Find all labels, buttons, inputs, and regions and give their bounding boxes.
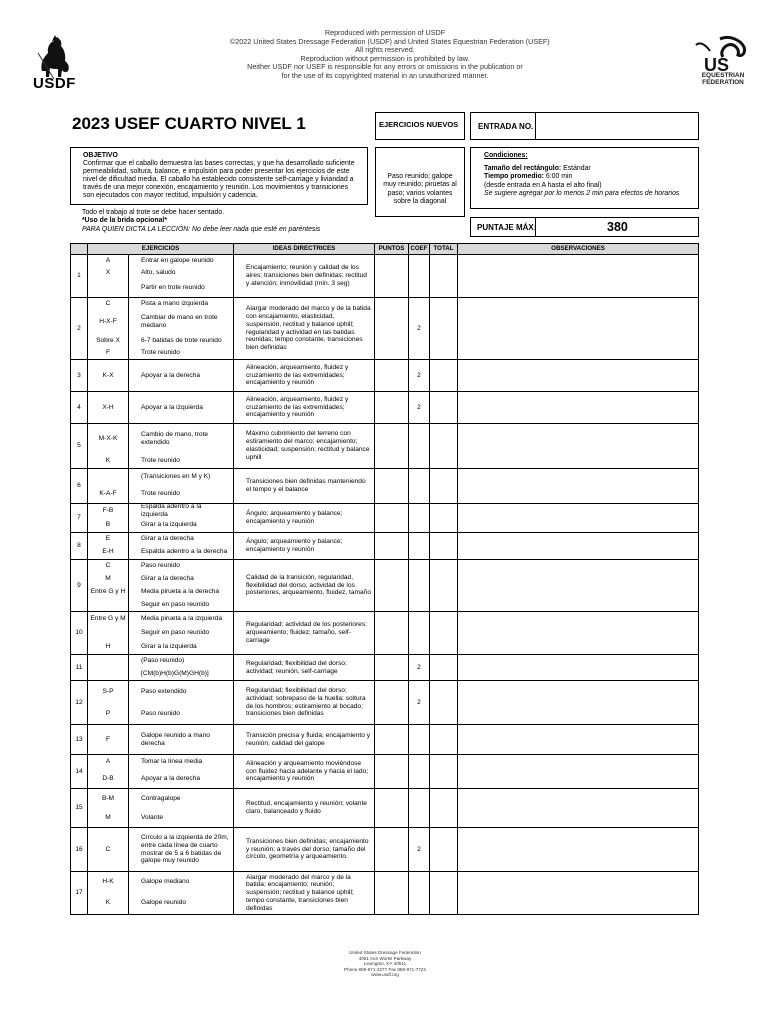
movement-exercises-cell: [129, 255, 234, 298]
movement-number: 1: [71, 255, 88, 298]
movement-exercises-cell: [129, 298, 234, 360]
movement-letter: A: [105, 758, 111, 766]
movement-exercises-cell: [129, 360, 234, 392]
points-field[interactable]: [375, 424, 409, 469]
movement-letter: M: [105, 813, 111, 821]
movement-exercise: Seguir en paso reunido: [141, 600, 210, 608]
movement-letter: Entre G y M: [90, 615, 126, 623]
directive-ideas: Transiciones bien definidas manteniendo el tempo y el balance: [234, 469, 375, 504]
conditions-label: Condiciones:: [484, 152, 528, 159]
coefficient: [409, 755, 430, 789]
movement-exercise: Seguir en paso reunido: [141, 629, 210, 637]
movement-number: 12: [71, 681, 88, 725]
usef-sub-line: FEDERATION: [702, 79, 744, 86]
movement-letter: F: [105, 735, 111, 743]
movement-letter: B-M: [101, 794, 115, 802]
new-movements-label: EJERCICIOS NUEVOS: [375, 112, 465, 140]
movement-letter: F-B: [102, 507, 114, 515]
table-row: [71, 655, 699, 681]
points-field[interactable]: [375, 360, 409, 392]
footer-line: Lexington, KY 40511: [363, 961, 407, 967]
directive-ideas: Alargar moderado del marco y de la batida; encajamiento; reunión; suspensión; rectitud y balance uphill; tempo constante, transiciones bien definidas: [234, 872, 375, 915]
coefficient: [409, 560, 430, 612]
table-row: [71, 255, 699, 298]
max-score-box: [470, 217, 699, 237]
directive-ideas: Ángulo; arqueamiento y balance; encajamiento y reunión: [234, 533, 375, 560]
note-bridle: *Uso de la brida opcional*: [82, 217, 168, 225]
points-field[interactable]: [375, 560, 409, 612]
total-field[interactable]: [430, 725, 458, 755]
movement-letter: E-H: [102, 548, 114, 556]
time-note: (desde entrada en A hasta el alto final): [484, 181, 602, 189]
table-row: [71, 755, 699, 789]
remarks-field[interactable]: [458, 655, 699, 681]
points-field[interactable]: [375, 392, 409, 424]
coefficient: 2: [409, 298, 430, 360]
remarks-field[interactable]: [458, 828, 699, 872]
movement-letter: M: [105, 574, 111, 582]
copyright-line: Reproduced with permission of USDF: [324, 28, 446, 37]
total-field[interactable]: [430, 872, 458, 915]
movement-number: 17: [71, 872, 88, 915]
remarks-field[interactable]: [458, 469, 699, 504]
movement-letters-cell: [88, 255, 129, 298]
movement-exercise: Paso extendido: [141, 688, 187, 696]
remarks-field[interactable]: [458, 424, 699, 469]
points-field[interactable]: [375, 872, 409, 915]
movement-number: 14: [71, 755, 88, 789]
table-row: [71, 392, 699, 424]
movement-exercises-cell: [129, 655, 234, 681]
note-sitting-trot: Todo el trabajo al trote se debe hacer sentado.: [82, 209, 225, 216]
table-row: [71, 469, 699, 504]
movement-exercises-cell: [129, 681, 234, 725]
copyright-notice: [230, 28, 550, 81]
directive-ideas: Rectitud, encajamiento y reunión; volante claro, balanceado y fluido: [234, 789, 375, 828]
directive-ideas: Transición precisa y fluida; encajamiento y reunión; calidad del galope: [234, 725, 375, 755]
total-field[interactable]: [430, 392, 458, 424]
movement-exercise: Entrar en galope reunido: [141, 257, 214, 265]
points-field[interactable]: [375, 612, 409, 655]
total-field[interactable]: [430, 298, 458, 360]
movement-exercise: Girar a la izquierda: [141, 521, 197, 529]
total-field[interactable]: [430, 789, 458, 828]
movement-exercises-cell: [129, 469, 234, 504]
movement-exercises-cell: [129, 560, 234, 612]
table-row: [71, 504, 699, 533]
points-field[interactable]: [375, 655, 409, 681]
remarks-field[interactable]: [458, 755, 699, 789]
remarks-field[interactable]: [458, 725, 699, 755]
movement-exercise: Contragalope: [141, 794, 181, 802]
movement-letters-cell: [88, 504, 129, 533]
movement-exercises-cell: [129, 789, 234, 828]
movement-letters-cell: [88, 655, 129, 681]
directive-ideas: Ángulo; arqueamiento y balance; encajamiento y reunión: [234, 504, 375, 533]
movement-letter: P: [105, 709, 111, 717]
points-field[interactable]: [375, 533, 409, 560]
movement-letters-cell: [88, 360, 129, 392]
coefficient: 2: [409, 828, 430, 872]
movement-letter: D-B: [102, 774, 114, 782]
movement-letter: [88, 655, 128, 667]
movement-exercise: Media pirueta a la derecha: [141, 587, 220, 595]
entry-number-field[interactable]: [535, 113, 536, 139]
arena-value: Estándar: [563, 165, 591, 173]
directive-ideas: Alargar moderado del marco y de la batida con encajamiento, elasticidad, suspensión, rectitud y balance uphill; regularidad y actividad en las batidas reunidas; tempo constante, transiciones bien definidas: [234, 298, 375, 360]
movement-exercises-cell: [129, 392, 234, 424]
movement-letters-cell: [88, 612, 129, 655]
movement-letter: K: [105, 457, 111, 465]
movement-letter: [88, 469, 128, 485]
movement-letter: E: [105, 535, 111, 543]
points-field[interactable]: [375, 755, 409, 789]
table-row: [71, 298, 699, 360]
points-field[interactable]: [375, 469, 409, 504]
coefficient: [409, 872, 430, 915]
movement-letter: F: [105, 349, 111, 357]
movement-exercise: Pista a mano izquierda: [141, 300, 209, 308]
coefficient: [409, 424, 430, 469]
footer-line: Phone 859-971-2277 Fax 859-971-7722: [344, 966, 426, 972]
movement-number: 10: [71, 612, 88, 655]
entry-number-box: [470, 112, 699, 140]
movement-letter: C: [105, 845, 111, 853]
movement-number: 7: [71, 504, 88, 533]
movement-exercise: (Paso reunido): [141, 657, 185, 665]
header-puntos: PUNTOS: [375, 244, 409, 255]
usef-sub-line: EQUESTRIAN: [701, 72, 745, 79]
notes: [82, 209, 320, 234]
coefficient: [409, 789, 430, 828]
movement-letter: X: [105, 269, 111, 277]
movement-exercises-cell: [129, 872, 234, 915]
points-field[interactable]: [375, 504, 409, 533]
total-field[interactable]: [430, 360, 458, 392]
movement-number: 9: [71, 560, 88, 612]
movement-exercise: Girar a la izquierda: [141, 643, 197, 651]
movement-exercise: Paso reunido: [141, 709, 180, 717]
objective-label: OBJETIVO: [83, 152, 118, 159]
directive-ideas: Alineación, arqueamiento, fluidez y cruzamiento de las extremidades; encajamiento y reunión: [234, 360, 375, 392]
movement-letters-cell: [88, 872, 129, 915]
table-row: [71, 681, 699, 725]
total-field[interactable]: [430, 504, 458, 533]
table-row: [71, 725, 699, 755]
movement-exercises-cell: [129, 828, 234, 872]
movement-letter: [88, 626, 128, 640]
total-field[interactable]: [430, 655, 458, 681]
movement-number: 8: [71, 533, 88, 560]
movement-letter: K-A-F: [99, 490, 117, 498]
objective-text: Confirmar que el caballo demuestra las bases correctas, y que ha desarrollado suficiente permeabilidad, soltura, balance, e impulsión para poder presentar los ejercicios de este nivel de dificultad media. El caballo ha establecido consistente self-carriage y liviandad a través de una mejor conexión, encajamiento y reunión. Los movimientos y transiciones son ejecutados con mayor rectitud, impulsión y cadencia.: [83, 160, 355, 200]
movement-letter: [88, 279, 128, 297]
directive-ideas: Alineación, arqueamiento, fluidez y cruzamiento de las extremidades; encajamiento y reunión: [234, 392, 375, 424]
movement-letter: C: [105, 562, 111, 570]
movement-number: 6: [71, 469, 88, 504]
movement-letters-cell: [88, 725, 129, 755]
remarks-field[interactable]: [458, 533, 699, 560]
table-row: [71, 828, 699, 872]
movement-exercise: Apoyar a la derecha: [141, 371, 201, 379]
movement-exercise: [CM(b)H(b)G(M)GH(b)]: [141, 669, 209, 677]
header-observaciones: OBSERVACIONES: [458, 244, 699, 255]
movement-letter: A: [105, 257, 111, 265]
footer-line: 4051 Iron Works Parkway: [358, 955, 412, 961]
movement-letter: K: [105, 899, 111, 907]
directive-ideas: Alineación y arqueamiento moviéndose con fluidez hacia adelante y hacia el lado; encajamiento y reunión: [234, 755, 375, 789]
movement-letters-cell: [88, 755, 129, 789]
directive-ideas: Regularidad; actividad de los posteriores; arqueamiento; fluidez; tamaño, self-carriage: [234, 612, 375, 655]
max-score-value: 380: [607, 220, 628, 234]
movement-exercise: Círculo a la izquierda de 20m, entre cada línea de cuarto mostrar de 5 a 6 batidas de galope muy reunido: [141, 833, 229, 865]
movement-exercises-cell: [129, 424, 234, 469]
usdf-logo-text: USDF: [33, 75, 76, 92]
movement-letters-cell: [88, 424, 129, 469]
copyright-line: All rights reserved.: [355, 45, 415, 55]
movement-letters-cell: [88, 392, 129, 424]
directive-ideas: Calidad de la transición, regularidad, flexibilidad del dorso, actividad de los posteriores, arqueamiento, fluidez, tamaño: [234, 560, 375, 612]
movement-exercises-cell: [129, 755, 234, 789]
movement-exercise: Alto, saludo: [141, 269, 176, 277]
movement-exercise: Apoyar a la derecha: [141, 774, 201, 782]
movement-exercise: Partir en trote reunido: [141, 284, 205, 292]
remarks-field[interactable]: [458, 560, 699, 612]
movement-exercise: Espalda adentro a la derecha: [141, 548, 228, 556]
movement-number: 15: [71, 789, 88, 828]
directive-ideas: Máximo cubrimiento del terreno con estiramiento del marco; encajamiento; elasticidad; suspensión; rectitud y balance uphill: [234, 424, 375, 469]
movement-letter: X-H: [102, 403, 114, 411]
remarks-field[interactable]: [458, 255, 699, 298]
table-row: [71, 872, 699, 915]
movement-exercise: (Transiciones en M y K): [141, 473, 211, 481]
total-field[interactable]: [430, 612, 458, 655]
movement-letters-cell: [88, 533, 129, 560]
remarks-field[interactable]: [458, 681, 699, 725]
movement-exercise: Volante: [141, 813, 163, 821]
movement-exercise: Trote reunido: [141, 457, 180, 465]
movement-letter: H-X-F: [99, 318, 117, 326]
copyright-line: ©2022 United States Dressage Federation (USDF) and United States Equestrian Federation (USEF): [230, 36, 550, 46]
movement-exercise: Trote reunido: [141, 349, 180, 357]
directive-ideas: Regularidad; flexibilidad del dorso; actividad; sobrepaso de la huella; soltura de los hombros; estiramiento al bocado; transiciones bien definidas: [234, 681, 375, 725]
movement-letters-cell: [88, 681, 129, 725]
coefficient: [409, 504, 430, 533]
table-row: [71, 533, 699, 560]
header-ejercicios: EJERCICIOS: [88, 244, 234, 255]
new-movements-text: Paso reunido; galope muy reunido; piruetas al paso; varios volantes sobre la diagonal: [375, 147, 465, 217]
header-total: TOTAL: [430, 244, 458, 255]
movement-letter: C: [105, 300, 111, 308]
time-value: 6:00 min: [545, 173, 573, 181]
total-field[interactable]: [430, 560, 458, 612]
movement-number: 3: [71, 360, 88, 392]
movement-number: 4: [71, 392, 88, 424]
movement-exercise: 6-7 batidas de trote reunido: [141, 336, 222, 344]
directive-ideas: Encajamiento; reunión y calidad de los aires; transiciones bien definidas; rectitud y atención; inmovilidad (mín. 3 seg): [234, 255, 375, 298]
points-field[interactable]: [375, 828, 409, 872]
total-field[interactable]: [430, 255, 458, 298]
movement-number: 13: [71, 725, 88, 755]
header-coef: COEF: [409, 244, 430, 255]
coefficient: 2: [409, 655, 430, 681]
score-table: [70, 243, 699, 915]
movement-letter: Sobre X: [96, 336, 120, 344]
movement-exercises-cell: [129, 612, 234, 655]
footer-address: [330, 950, 440, 978]
movement-letter: H: [105, 643, 111, 651]
footer-line: United States Dressage Federation: [349, 950, 421, 955]
movement-exercises-cell: [129, 533, 234, 560]
movement-exercises-cell: [129, 504, 234, 533]
coefficient: [409, 255, 430, 298]
total-field[interactable]: [430, 424, 458, 469]
table-header-row: [71, 244, 699, 255]
total-field[interactable]: [430, 469, 458, 504]
movement-letters-cell: [88, 789, 129, 828]
movement-exercise: Trote reunido: [141, 490, 180, 498]
total-field[interactable]: [430, 533, 458, 560]
remarks-field[interactable]: [458, 872, 699, 915]
points-field[interactable]: [375, 255, 409, 298]
directive-ideas: Transiciones bien definidas; encajamiento y reunión; a través del dorso; tamaño del círculo, geometría y arqueamiento.: [234, 828, 375, 872]
movement-letters-cell: [88, 298, 129, 360]
table-row: [71, 560, 699, 612]
arena-label: Tamaño del rectángulo:: [484, 165, 562, 173]
usef-logo-subtext: [698, 72, 748, 86]
objective-box: [70, 147, 368, 205]
points-field[interactable]: [375, 789, 409, 828]
time-label: Tiempo promedio:: [484, 173, 544, 181]
max-score-label: PUNTAJE MÁX:: [477, 223, 537, 232]
movement-letter: M-X-K: [98, 435, 118, 443]
movement-exercise: Galope reunido a mano derecha: [141, 731, 210, 747]
movement-exercise: Girar a la derecha: [141, 574, 194, 582]
movement-letter: [88, 667, 128, 680]
coefficient: 2: [409, 392, 430, 424]
movement-exercise: Cambio de mano, trote extendido: [141, 431, 209, 446]
table-row: [71, 360, 699, 392]
table-row: [71, 612, 699, 655]
footer-line: www.usdf.org: [371, 972, 399, 978]
movement-exercises-cell: [129, 725, 234, 755]
coefficient: [409, 725, 430, 755]
movement-letter: S-P: [102, 688, 114, 696]
movement-exercise: Media pirueta a la izquierda: [141, 615, 223, 623]
total-field[interactable]: [430, 681, 458, 725]
directive-ideas: Regularidad; flexibilidad del dorso; actividad; reunión, self-carriage: [234, 655, 375, 681]
coefficient: [409, 612, 430, 655]
points-field[interactable]: [375, 681, 409, 725]
movement-number: 2: [71, 298, 88, 360]
movement-letter: [88, 598, 128, 611]
copyright-line: Neither USDF nor USEF is responsible for any errors or omissions in the publication or: [247, 62, 523, 72]
remarks-field[interactable]: [458, 392, 699, 424]
movement-letter: Entre G y H: [90, 587, 126, 595]
movement-letters-cell: [88, 828, 129, 872]
movement-exercise: Tomar la línea media: [141, 758, 203, 766]
remarks-field[interactable]: [458, 789, 699, 828]
table-row: [71, 424, 699, 469]
table-row: [71, 789, 699, 828]
remarks-field[interactable]: [458, 504, 699, 533]
movement-letter: B: [105, 521, 111, 529]
total-field[interactable]: [430, 755, 458, 789]
points-field[interactable]: [375, 298, 409, 360]
points-field[interactable]: [375, 725, 409, 755]
movement-exercise: Girar a la derecha: [141, 535, 194, 543]
movement-letters-cell: [88, 560, 129, 612]
movement-number: 16: [71, 828, 88, 872]
movement-exercise: Espalda adentro a la izquierda: [141, 503, 202, 518]
movement-exercise: Galope reunido: [141, 899, 187, 907]
remarks-field[interactable]: [458, 298, 699, 360]
conditions-box: [470, 147, 699, 209]
total-field[interactable]: [430, 828, 458, 872]
header-ideas: IDEAS DIRECTRICES: [234, 244, 375, 255]
copyright-line: Reproduction without permission is prohibited by law.: [300, 53, 470, 63]
remarks-field[interactable]: [458, 612, 699, 655]
test-title: 2023 USEF CUARTO NIVEL 1: [72, 114, 306, 133]
movement-exercise: Apoyar a la izquierda: [141, 403, 203, 411]
movement-letters-cell: [88, 469, 129, 504]
coefficient: [409, 469, 430, 504]
movement-letter: H-K: [102, 878, 114, 886]
svg-text:US: US: [704, 55, 730, 75]
remarks-field[interactable]: [458, 360, 699, 392]
movement-number: 5: [71, 424, 88, 469]
movement-exercise: Cambiar de mano en trote mediano: [141, 314, 218, 329]
time-suggest: Se sugiere agregar por lo menos 2 min para efectos de horarios: [484, 189, 680, 197]
coefficient: 2: [409, 360, 430, 392]
movement-number: 11: [71, 655, 88, 681]
coefficient: 2: [409, 681, 430, 725]
movement-exercise: Paso reunido: [141, 562, 180, 570]
note-reader: PARA QUIEN DICTA LA LECCIÓN: No debe leer nada que esté en paréntesis: [82, 225, 321, 233]
coefficient: [409, 533, 430, 560]
movement-exercise: Galope mediano: [141, 878, 190, 886]
copyright-line: for the use of its copyrighted material in an unauthorized manner.: [281, 70, 489, 80]
entry-number-label: ENTRADA NO.: [478, 122, 534, 131]
movement-letter: K-X: [102, 371, 114, 379]
